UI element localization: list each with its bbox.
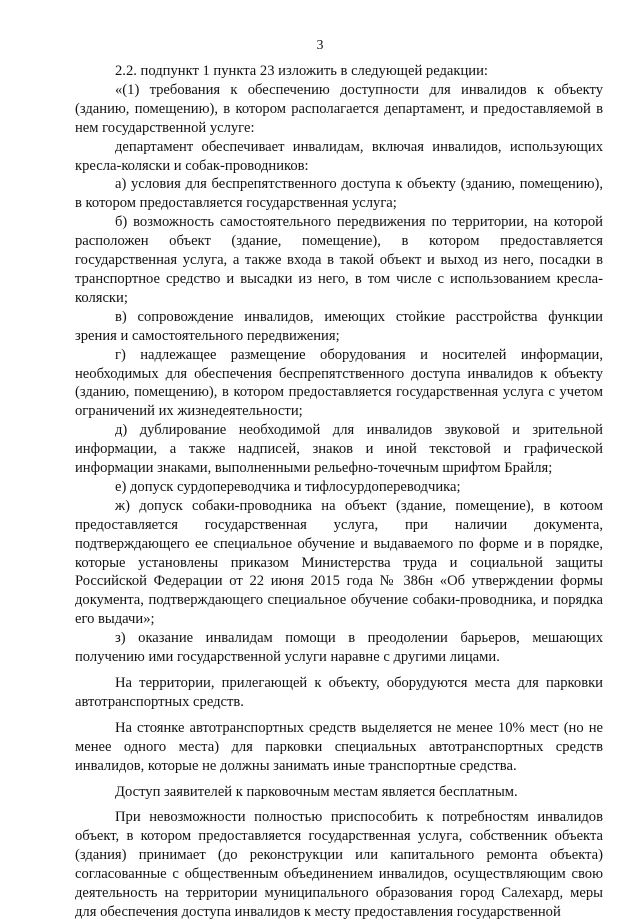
document-body xyxy=(75,62,603,922)
paragraph-10: ж) допуск собаки-проводника на объект (здание, помещение), в котоом предоставляется государственная услуга, при наличии документа, подтверждающего ее специальное обучение и выдаваемого по форме и в порядке, которые установлены приказом Министерства труда и социальной защиты Российской Федерации от 22 июня 2015 года № 386н «Об утверждении формы документа, подтверждающего специальное обучение собаки-проводника, и порядка его выдачи»; xyxy=(75,497,603,628)
paragraph-7: г) надлежащее размещение оборудования и носителей информации, необходимых для обеспечения беспрепятственного доступа инвалидов к объекту (зданию, помещению), в котором предоставляется государственная услуга с учетом ограничений их жизнедеятельности; xyxy=(75,346,603,420)
page-number: 3 xyxy=(316,38,324,53)
paragraph-1: 2.2. подпункт 1 пункта 23 изложить в следующей редакции: xyxy=(115,63,488,79)
paragraph-3: департамент обеспечивает инвалидам, включая инвалидов, использующих кресла-коляски и собак-проводников: xyxy=(75,138,603,174)
paragraph-2: «(1) требования к обеспечению доступности для инвалидов к объекту (зданию, помещению), в котором располагается департамент, и предоставляемой в нем государственной услуге: xyxy=(75,81,603,136)
paragraph-6: в) сопровождение инвалидов, имеющих стойкие расстройства функции зрения и самостоятельного передвижения; xyxy=(75,308,603,344)
paragraph-4: а) условия для беспрепятственного доступа к объекту (зданию, помещению), в котором предоставляется государственная услуга; xyxy=(75,176,603,212)
paragraph-9: е) допуск сурдопереводчика и тифлосурдопереводчика; xyxy=(115,478,461,495)
paragraph-5: б) возможность самостоятельного передвижения по территории, на которой расположен объект (здание, помещение), в котором предоставляется государственная услуга, а также входа в такой объект и выход из него, посадки в транспортное средство и высадки из него, в том числе с использованием кресла-коляски; xyxy=(75,214,603,306)
paragraph-15: При невозможности полностью приспособить к потребностям инвалидов объект, в котором предоставляется государственная услуга, собственник объекта (здания) принимает (до реконструкции или капитального ремонта объекта) согласованные с общественным объединением инвалидов, осуществляющим свою деятельность на территории муниципального образования город Салехард, меры для обеспечения доступа инвалидов к месту предоставления государственной xyxy=(75,809,603,920)
paragraph-8: д) дублирование необходимой для инвалидов звуковой и зрительной информации, а также надписей, знаков и иной текстовой и графической информации знаками, выполненными рельефно-точечным шрифтом Брайля; xyxy=(75,422,603,477)
paragraph-13: На стоянке автотранспортных средств выделяется не менее 10% мест (но не менее одного места) для парковки специальных автотранспортных средств инвалидов, которые не должны занимать иные транспортные средства. xyxy=(75,719,603,774)
paragraph-14: Доступ заявителей к парковочным местам является бесплатным. xyxy=(115,783,518,800)
paragraph-12: На территории, прилегающей к объекту, оборудуются места для парковки автотранспортных средств. xyxy=(75,675,603,710)
paragraph-11: з) оказание инвалидам помощи в преодолении барьеров, мешающих получению ими государственной услуги наравне с другими лицами. xyxy=(75,630,603,666)
